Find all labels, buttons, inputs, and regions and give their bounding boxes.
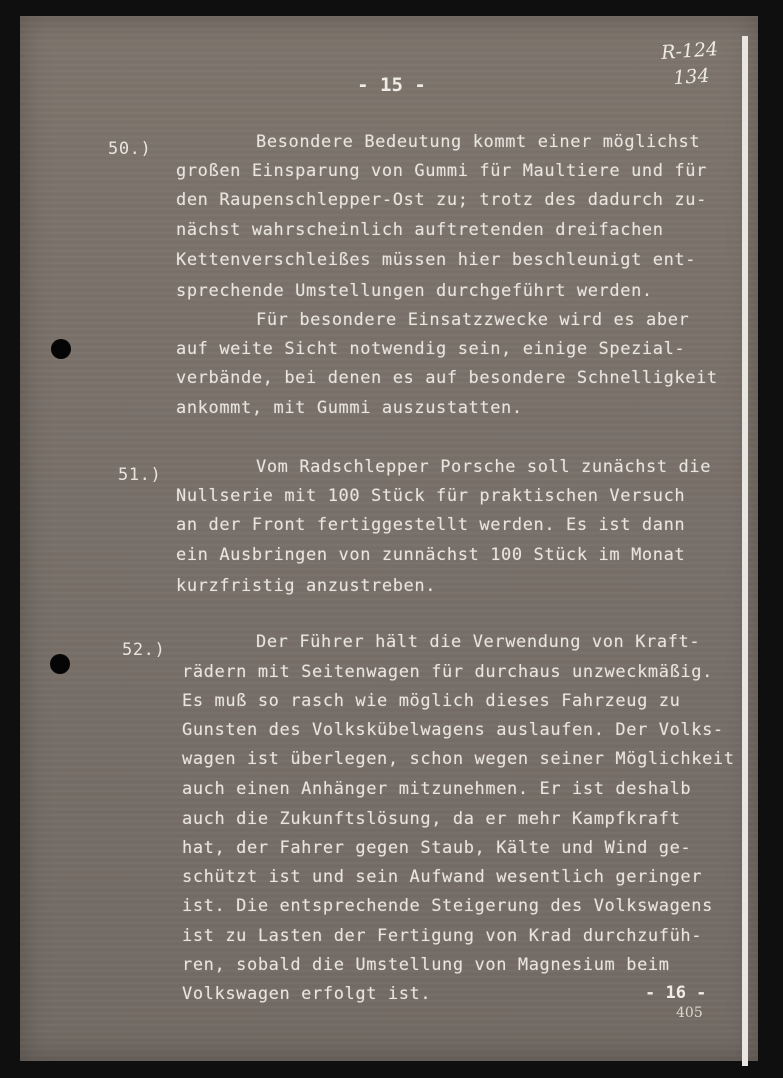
next-page-marker: - 16 - [645, 983, 707, 1003]
paragraph-number: 52.) [122, 640, 166, 660]
text-line: auf weite Sicht notwendig sein, einige Spezial- [176, 339, 686, 359]
punch-hole-top [51, 339, 71, 359]
text-line: Vom Radschlepper Porsche soll zunächst die [256, 457, 712, 477]
text-line: wagen ist überlegen, schon wegen seiner Möglichkeit [182, 749, 735, 769]
punch-hole-bottom [50, 654, 70, 674]
text-line: Kettenverschleißes müssen hier beschleunigt ent- [176, 250, 697, 270]
text-line: auch einen Anhänger mitzunehmen. Er ist deshalb [182, 779, 692, 799]
text-line: Für besondere Einsatzzwecke wird es aber [256, 310, 690, 330]
paragraph-number: 50.) [108, 139, 152, 159]
text-line: ein Ausbringen von zunnächst 100 Stück im Monat [176, 545, 686, 565]
text-line: schützt ist und sein Aufwand wesentlich geringer [182, 867, 703, 887]
folio-number: 405 [676, 1005, 703, 1021]
text-line: Der Führer hält die Verwendung von Kraft- [256, 632, 701, 652]
text-line: an der Front fertiggestellt werden. Es ist dann [176, 515, 686, 535]
text-line: rädern mit Seitenwagen für durchaus unzweckmäßig. [182, 662, 713, 682]
text-line: Volkswagen erfolgt ist. [182, 984, 432, 1004]
page-number: - 15 - [357, 74, 426, 96]
page-edge-strip [742, 36, 748, 1066]
text-line: auch die Zukunftslösung, da er mehr Kampfkraft [182, 809, 681, 829]
text-line: Gunsten des Volkskübelwagens auslaufen. Der Volks- [182, 720, 724, 740]
text-line: den Raupenschlepper-Ost zu; trotz des dadurch zu- [176, 190, 707, 210]
text-line: Besondere Bedeutung kommt einer möglichst [256, 132, 701, 152]
text-line: ankommt, mit Gummi auszustatten. [176, 398, 523, 418]
text-line: Nullserie mit 100 Stück für praktischen Versuch [176, 486, 686, 506]
text-line: ren, sobald die Umstellung von Magnesium beim [182, 955, 670, 975]
handwritten-reference-line: R-124 [660, 38, 719, 64]
text-line: ist zu Lasten der Fertigung von Krad durchzufüh- [182, 926, 703, 946]
text-line: verbände, bei denen es auf besondere Schnelligkeit [176, 368, 718, 388]
text-line: sprechende Umstellungen durchgeführt werden. [176, 281, 653, 301]
text-line: Es muß so rasch wie möglich dieses Fahrzeug zu [182, 691, 681, 711]
text-line: hat, der Fahrer gegen Staub, Kälte und Wind ge- [182, 838, 692, 858]
paragraph-number: 51.) [118, 465, 162, 485]
text-line: großen Einsparung von Gummi für Maultiere und für [176, 161, 707, 181]
text-line: ist. Die entsprechende Steigerung des Volkswagens [182, 896, 713, 916]
text-line: nächst wahrscheinlich auftretenden dreifachen [176, 220, 664, 240]
text-line: kurzfristig anzustreben. [176, 576, 437, 596]
handwritten-reference-line: 134 [672, 64, 711, 90]
